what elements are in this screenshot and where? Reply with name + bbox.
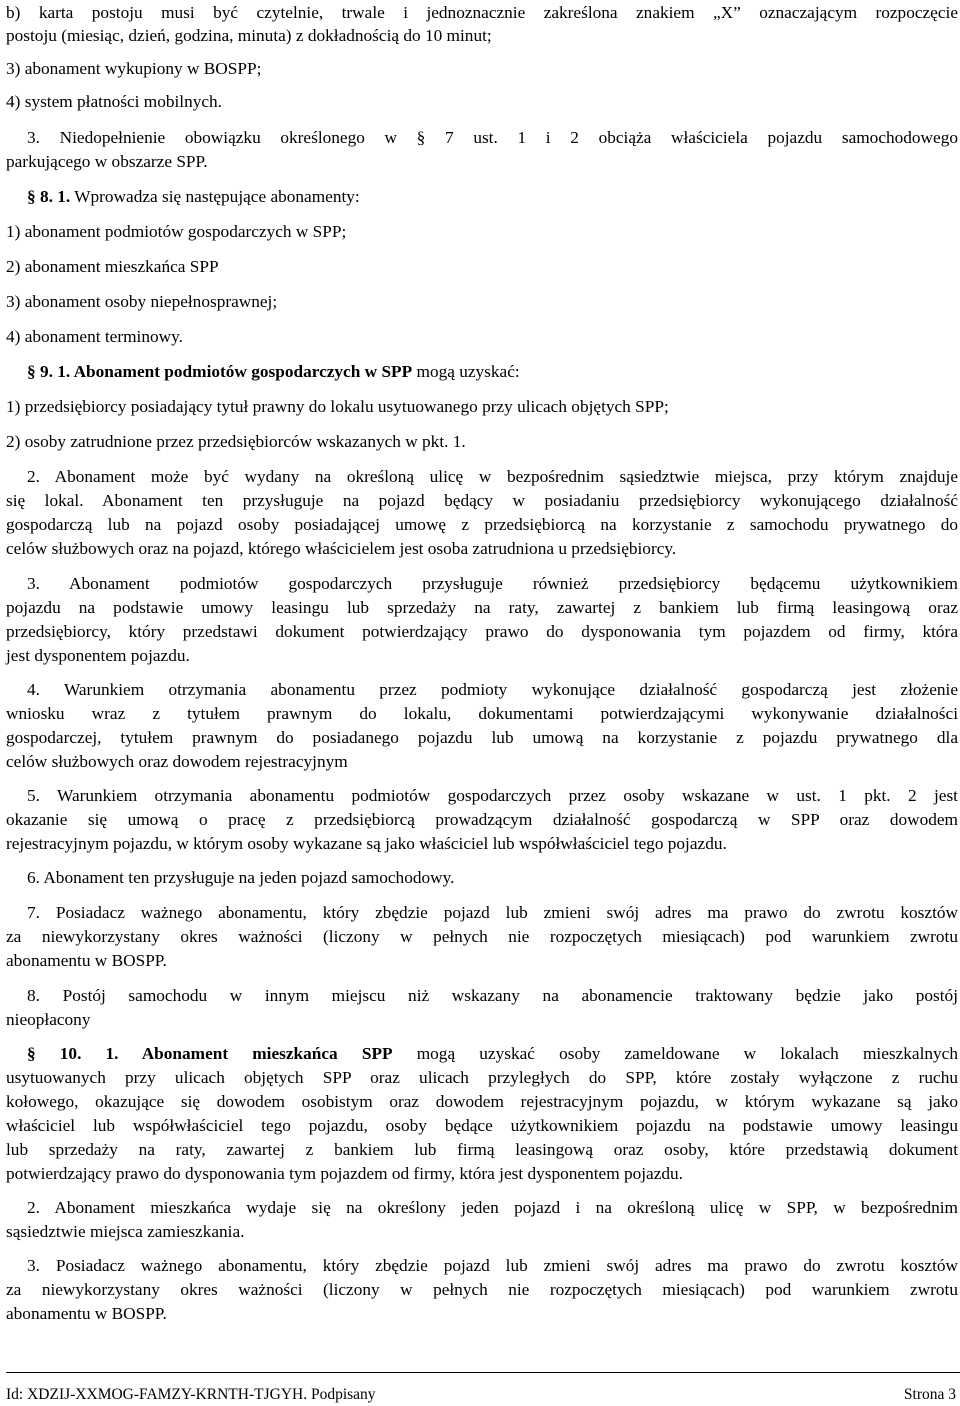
paragraph-line: jest dysponentem pojazdu.	[6, 646, 190, 665]
section-8-text: Wprowadza się następujące abonamenty:	[70, 187, 360, 206]
paragraph-line: 7. Posiadacz ważnego abonamentu, który zbędzie pojazd lub zmieni swój adres ma prawo do zwrotu kosztów	[27, 903, 958, 922]
text-line: parkującego w obszarze SPP.	[6, 152, 208, 171]
list-item: 1) przedsiębiorcy posiadający tytuł prawny do lokalu usytuowanego przy ulicach objętych SPP;	[6, 397, 669, 416]
paragraph-line: za niewykorzystany okres ważności (liczony w pełnych nie rozpoczętych miesiącach) pod warunkiem zwrotu	[6, 1280, 958, 1299]
paragraph-line: 3. Abonament podmiotów gospodarczych przysługuje również przedsiębiorcy będącemu użytkownikiem	[27, 574, 958, 593]
text-line: b) karta postoju musi być czytelnie, trwale i jednoznacznie zakreślona znakiem „X” oznaczającym rozpoczęcie	[6, 3, 958, 22]
paragraph-line: 2. Abonament mieszkańca wydaje się na określony jeden pojazd i na określoną ulicę w SPP, w bezpośrednim	[27, 1198, 958, 1217]
paragraph-line: pojazdu na podstawie umowy leasingu lub sprzedaży na raty, zawartej z bankiem lub firmą leasingową oraz	[6, 598, 958, 617]
text-line: 3. Niedopełnienie obowiązku określonego w § 7 ust. 1 i 2 obciąża właściciela pojazdu samochodowego	[27, 128, 958, 147]
section-8-heading: § 8. 1.	[27, 187, 71, 206]
section-10-heading: § 10. 1. Abonament mieszkańca SPP	[27, 1044, 393, 1063]
footer-divider	[6, 1372, 960, 1373]
paragraph-line: gospodarczą lub na pojazd osoby posiadającej umowę z przedsiębiorcą na korzystanie z samochodu prywatnego do	[6, 515, 958, 534]
paragraph-line: 4. Warunkiem otrzymania abonamentu przez podmioty wykonujące działalność gospodarczą jest złożenie	[27, 680, 958, 699]
footer-page-number: Strona 3	[903, 1386, 956, 1403]
paragraph-line: abonamentu w BOSPP.	[6, 951, 167, 970]
paragraph-line: celów służbowych oraz dowodem rejestracyjnym	[6, 752, 348, 771]
section-9-heading: § 9. 1. Abonament podmiotów gospodarczych w SPP	[27, 362, 413, 381]
list-item: 2) abonament mieszkańca SPP	[6, 257, 219, 276]
paragraph-line: się lokal. Abonament ten przysługuje na pojazd będący w posiadaniu przedsiębiorcy wykonującego działalność	[6, 491, 958, 510]
paragraph-line: 8. Postój samochodu w innym miejscu niż wskazany na abonamencie traktowany będzie jako postój	[27, 986, 958, 1005]
paragraph-line: za niewykorzystany okres ważności (liczony w pełnych nie rozpoczętych miesiącach) pod warunkiem zwrotu	[6, 927, 958, 946]
paragraph-line: nieopłacony	[6, 1010, 91, 1029]
paragraph-line: okazanie się umową o pracę z przedsiębiorcą prowadzącym działalność gospodarczą w SPP oraz dowodem	[6, 810, 958, 829]
section-10-intro	[27, 1044, 958, 1064]
paragraph-line: 2. Abonament może być wydany na określoną ulicę w bezpośrednim sąsiedztwie miejsca, przy którym znajduje	[27, 467, 958, 486]
section-9-text: mogą uzyskać:	[412, 362, 520, 381]
paragraph-line: właściciel lub współwłaściciel tego pojazdu, osoby będące użytkownikiem pojazdu na podstawie umowy leasingu	[6, 1116, 958, 1135]
paragraph-line: usytuowanych przy ulicach objętych SPP oraz ulicach przyległych do SPP, które zostały wyłączone z ruchu	[6, 1068, 958, 1087]
paragraph-line: 3. Posiadacz ważnego abonamentu, który zbędzie pojazd lub zmieni swój adres ma prawo do zwrotu kosztów	[27, 1256, 958, 1275]
list-item: 1) abonament podmiotów gospodarczych w SPP;	[6, 222, 347, 241]
paragraph-line: rejestracyjnym pojazdu, w którym osoby wykazane są jako właściciel lub współwłaściciel tego pojazdu.	[6, 834, 727, 853]
paragraph-line: abonamentu w BOSPP.	[6, 1304, 167, 1323]
footer-document-id: Id: XDZIJ-XXMOG-FAMZY-KRNTH-TJGYH. Podpisany	[6, 1386, 376, 1403]
paragraph-line: sąsiedztwie miejsca zamieszkania.	[6, 1222, 245, 1241]
paragraph-line: gospodarczej, tytułem prawnym do posiadanego pojazdu lub umową na korzystanie z pojazdu prywatnego dla	[6, 728, 958, 747]
paragraph-line: 5. Warunkiem otrzymania abonamentu podmiotów gospodarczych przez osoby wskazane w ust. 1 pkt. 2 jest	[27, 786, 958, 805]
section-10-text: mogą uzyskać osoby zameldowane w lokalach mieszkalnych	[392, 1044, 958, 1063]
text-line: 4) system płatności mobilnych.	[6, 92, 222, 111]
paragraph-line: lub sprzedaży na raty, zawartej z bankiem lub firmą leasingową oraz osoby, które przedstawią dokument	[6, 1140, 958, 1159]
list-item: 4) abonament terminowy.	[6, 327, 183, 346]
section-9-intro	[27, 362, 520, 382]
paragraph-line: 6. Abonament ten przysługuje na jeden pojazd samochodowy.	[27, 868, 455, 887]
text-line: postoju (miesiąc, dzień, godzina, minuta) z dokładnością do 10 minut;	[6, 26, 492, 45]
list-item: 2) osoby zatrudnione przez przedsiębiorców wskazanych w pkt. 1.	[6, 432, 466, 451]
paragraph-line: celów służbowych oraz na pojazd, którego właścicielem jest osoba zatrudniona u przedsiębiorcy.	[6, 539, 677, 558]
paragraph-line: wniosku wraz z tytułem prawnym do lokalu, dokumentami potwierdzającymi wykonywanie działalności	[6, 704, 958, 723]
paragraph-line: kołowego, okazujące się dowodem osobistym oraz dowodem rejestracyjnym pojazdu, w którym wykazane są jako	[6, 1092, 958, 1111]
paragraph-line: potwierdzający prawo do dysponowania tym pojazdem od firmy, która jest dysponentem pojazdu.	[6, 1164, 683, 1183]
paragraph-line: przedsiębiorcy, który przedstawi dokument potwierdzający prawo do dysponowania tym pojazdem od firmy, która	[6, 622, 958, 641]
section-8-intro	[27, 187, 360, 207]
text-line: 3) abonament wykupiony w BOSPP;	[6, 59, 262, 78]
list-item: 3) abonament osoby niepełnosprawnej;	[6, 292, 278, 311]
